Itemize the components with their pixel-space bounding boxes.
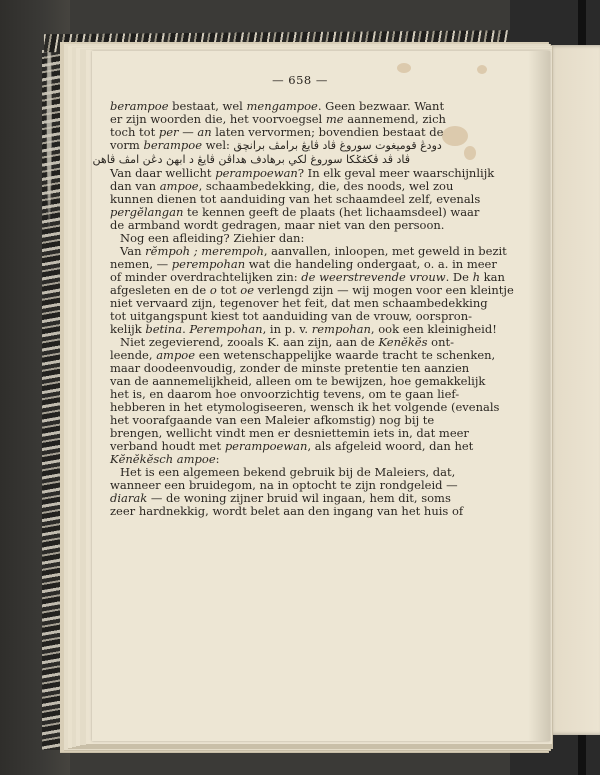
text-run: een wetenschappelijke waarde tracht te schenken, <box>195 348 496 362</box>
text-run: afgesleten en de <box>110 283 210 297</box>
italic-word: berampoe <box>143 138 203 152</box>
page-body-text <box>92 99 514 518</box>
text-run: Het is een algemeen bekend gebruik bij de Maleiers, dat, <box>120 465 456 479</box>
text-run: ? In elk geval meer waarschijnlijk <box>297 166 495 180</box>
text-run: — de woning zijner bruid wil ingaan, hem dit, soms <box>147 491 451 505</box>
page-gutter-shadow <box>528 51 550 741</box>
text-run: wat die handeling ondergaat, o. a. in meer <box>245 257 497 271</box>
italic-word: h <box>472 270 481 284</box>
italic-word: perampoewan <box>215 166 298 180</box>
text-run: dan van <box>110 179 160 193</box>
italic-word: Perempohan <box>189 322 263 336</box>
text-run: verlengd zijn — wij mogen voor een kleintje <box>254 283 514 297</box>
text-run: , in p. v. <box>262 322 312 336</box>
italic-word: diarak <box>110 491 148 505</box>
foxing-stain <box>397 63 411 73</box>
text-run: laten vervormen; bovendien bestaat de <box>211 125 444 139</box>
text-run: ont- <box>427 335 454 349</box>
text-run: , als afgeleid woord, dan het <box>307 439 474 453</box>
text-run: , schaambedekking, die, des noods, wel zou <box>198 179 454 193</box>
italic-word: pergĕlangan <box>110 205 184 219</box>
text-run: kelijk <box>110 322 146 336</box>
italic-word: rĕmpoh ; merempoh <box>145 244 264 258</box>
text-run: het is, en daarom hoe onvoorzichtig tevens, om te gaan lief- <box>110 387 460 401</box>
text-run: . <box>182 322 190 336</box>
text-run: van de aannemelijkheid, alleen om te bewijzen, hoe gemakkelijk <box>110 374 486 388</box>
text-run: Nog een afleiding? Ziehier dan: <box>120 231 305 245</box>
italic-word: ampoe <box>156 348 196 362</box>
text-run: bestaat, wel <box>168 99 247 113</box>
text-run: zeer hardnekkig, wordt belet aan den ingang van het huis of <box>110 504 464 518</box>
arabic-script-line: ڤاد ڤد ڤكڠݢكا سوروغ لكي برهادف هداڤن ڤايڠ د ابهڽ دڠن امڤ ڤاهن <box>92 153 410 166</box>
text-run: tot <box>216 283 241 297</box>
text-run: er zijn woorden die, het voorvoegsel <box>110 112 326 126</box>
text-run: wel: <box>202 138 234 152</box>
italic-word: per — an <box>158 125 212 139</box>
italic-word: ampoe <box>159 179 199 193</box>
italic-word: mengampoe <box>246 99 318 113</box>
text-run: , aanvallen, inloopen, met geweld in bezit <box>263 244 507 258</box>
text-line <box>110 138 442 152</box>
text-run: of minder overdrachtelijken zin: <box>110 270 302 284</box>
text-run: Van daar wellicht <box>110 166 216 180</box>
text-run: hebberen in het etymologiseeren, wensch ik het volgende (evenals <box>110 400 500 414</box>
text-run: kunnen dienen tot aanduiding van het schaamdeel zelf, evenals <box>110 192 481 206</box>
foxing-stain <box>464 146 476 160</box>
text-run: kan <box>480 270 505 284</box>
italic-word: perampoewan <box>224 439 308 453</box>
text-run: verband houdt met <box>110 439 225 453</box>
text-run: toch tot <box>110 125 159 139</box>
text-run: het voorafgaande van een Maleier afkomstig) nog bij te <box>110 413 435 427</box>
text-run: de armband wordt gedragen, maar niet van den persoon. <box>110 218 445 232</box>
foxing-stain <box>442 126 468 146</box>
text-run: . De <box>445 270 473 284</box>
text-run: te kennen geeft de plaats (het lichaamsdeel) waar <box>183 205 480 219</box>
italic-word: de weerstrevende vrouw <box>301 270 446 284</box>
text-run: Niet zegevierend, zooals K. aan zijn, aan de <box>120 335 379 349</box>
italic-word: Kĕnĕkĕsch ampoe <box>110 452 216 466</box>
italic-word: Kenĕkĕs <box>378 335 428 349</box>
text-run: brengen, wellicht vindt men er desniettemin iets in, dat meer <box>110 426 469 440</box>
italic-word: berampoe <box>110 99 169 113</box>
text-run: vorm <box>110 138 144 152</box>
italic-word: perempohan <box>171 257 246 271</box>
text-run: wanneer een bruidegom, na in optocht te zijn rondgeleid — <box>110 478 458 492</box>
text-run: tot uitgangspunt kiest tot aanduiding van de vrouw, oorspron- <box>110 309 473 323</box>
text-line <box>110 504 464 518</box>
text-run: , ook een kleinigheid! <box>370 322 497 336</box>
text-run: niet vervaard zijn, tegenover het feit, dat men schaambedekking <box>110 296 488 310</box>
text-run: nemen, — <box>110 257 172 271</box>
text-run: Van <box>120 244 146 258</box>
text-run: maar doodeenvoudig, zonder de minste pretentie ten aanzien <box>110 361 470 375</box>
text-run: leende, <box>110 348 157 362</box>
arabic-inline-text: دودڠ قوميغوت سوروغ ڤاد ڤايڠ برامڤ برانچق <box>233 139 442 152</box>
italic-word: betina <box>145 322 183 336</box>
text-run: aannemend, zich <box>343 112 446 126</box>
facing-page-edge <box>548 45 600 735</box>
text-run: . Geen bezwaar. Want <box>317 99 445 113</box>
italic-word: o <box>209 283 217 297</box>
page-number: — 658 — <box>272 73 328 87</box>
italic-word: me <box>325 112 344 126</box>
italic-word: rempohan <box>311 322 371 336</box>
italic-word: oe <box>240 283 255 297</box>
text-run: : <box>215 452 220 466</box>
